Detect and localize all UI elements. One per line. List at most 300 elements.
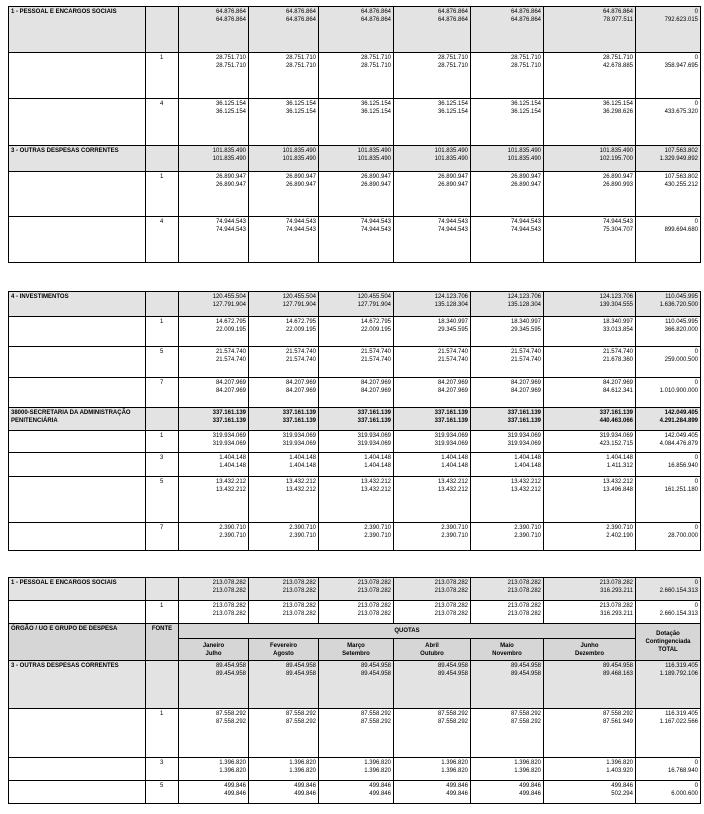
quota-cell <box>544 53 636 99</box>
value-first-half: 2.390.710 <box>606 525 633 531</box>
total-cell <box>636 477 701 523</box>
value-second-half: 2.660.154.313 <box>659 588 698 594</box>
total-cell <box>636 172 701 217</box>
value-first-half: 0 <box>694 219 698 225</box>
value-first-half: 14.672.795 <box>215 319 246 325</box>
value-first-half: 13.432.212 <box>285 479 316 485</box>
value-first-half: 64.876.864 <box>360 9 391 15</box>
quota-cell <box>179 172 249 217</box>
quota-cell <box>471 523 544 551</box>
value-second-half: 213.078.282 <box>212 588 246 594</box>
value-second-half: 28.751.710 <box>215 63 246 69</box>
value-first-half: 21.574.740 <box>360 349 391 355</box>
quota-cell <box>319 477 394 523</box>
quota-cell <box>394 578 471 601</box>
value-first-half: 1.404.148 <box>289 455 316 461</box>
row-label <box>9 347 146 378</box>
fonte-row <box>9 709 701 758</box>
value-first-half: 0 <box>694 380 698 386</box>
quota-cell <box>394 217 471 263</box>
value-second-half: 28.700.000 <box>667 533 698 539</box>
value-first-half: 2.390.710 <box>441 525 468 531</box>
quota-cell <box>544 431 636 453</box>
quota-cell <box>179 317 249 347</box>
value-first-half: 213.078.282 <box>434 580 468 586</box>
fonte-row <box>9 601 701 624</box>
value-second-half: 1.396.820 <box>364 768 391 774</box>
value-second-half: 26.890.947 <box>285 182 316 188</box>
row-label <box>9 378 146 408</box>
value-second-half: 28.751.710 <box>437 63 468 69</box>
value-first-half: 74.944.543 <box>285 219 316 225</box>
value-first-half: 337.161.139 <box>507 410 541 416</box>
value-second-half: 84.612.341 <box>602 388 633 394</box>
header-month <box>179 639 249 661</box>
quota-cell <box>471 431 544 453</box>
fonte-cell: 7 <box>146 523 179 551</box>
value-second-half: 1.189.792.106 <box>659 671 698 677</box>
quota-cell <box>249 477 319 523</box>
fonte-cell: 4 <box>146 99 179 146</box>
value-first-half: 28.751.710 <box>215 55 246 61</box>
value-first-half: 1.396.820 <box>514 760 541 766</box>
value-second-half: 74.944.543 <box>437 227 468 233</box>
value-second-half: 502.294 <box>611 791 633 797</box>
value-first-half: 101.835.490 <box>507 148 541 154</box>
value-first-half: 87.558.292 <box>602 711 633 717</box>
header-month-name: Fevereiro <box>269 642 297 649</box>
quota-cell <box>319 758 394 781</box>
fonte-cell <box>146 146 179 172</box>
value-second-half: 21.678.360 <box>602 357 633 363</box>
value-second-half: 135.128.304 <box>434 302 468 308</box>
value-first-half: 1.396.820 <box>364 760 391 766</box>
value-first-half: 26.890.947 <box>360 174 391 180</box>
header-month <box>319 639 394 661</box>
value-first-half: 120.455.504 <box>357 294 391 300</box>
quota-cell <box>179 477 249 523</box>
value-first-half: 213.078.282 <box>357 580 391 586</box>
value-first-half: 2.390.710 <box>219 525 246 531</box>
value-second-half: 84.207.969 <box>437 388 468 394</box>
quota-cell <box>471 146 544 172</box>
row-label <box>9 477 146 523</box>
value-first-half: 28.751.710 <box>360 55 391 61</box>
value-second-half: 13.432.212 <box>215 487 246 493</box>
value-first-half: 36.125.154 <box>510 101 541 107</box>
value-second-half: 89.454.958 <box>285 671 316 677</box>
value-first-half: 120.455.504 <box>212 294 246 300</box>
value-second-half: 139.304.555 <box>599 302 633 308</box>
value-first-half: 499.846 <box>519 783 541 789</box>
quota-cell <box>319 317 394 347</box>
value-second-half: 26.890.947 <box>360 182 391 188</box>
value-second-half: 319.934.069 <box>282 441 316 447</box>
quota-cell <box>249 292 319 317</box>
fonte-row <box>9 217 701 263</box>
value-first-half: 319.934.069 <box>282 433 316 439</box>
fonte-row <box>9 523 701 551</box>
quota-cell <box>319 378 394 408</box>
value-second-half: 6.000.600 <box>671 791 698 797</box>
value-second-half: 74.944.543 <box>510 227 541 233</box>
value-second-half: 440.463.066 <box>599 418 633 424</box>
value-second-half: 1.404.148 <box>289 463 316 469</box>
value-second-half: 84.207.969 <box>215 388 246 394</box>
value-first-half: 101.835.490 <box>282 148 316 154</box>
value-second-half: 89.454.958 <box>510 671 541 677</box>
quota-cell <box>249 317 319 347</box>
total-cell <box>636 217 701 263</box>
value-second-half: 213.078.282 <box>434 611 468 617</box>
header-fonte: FONTE <box>146 624 179 661</box>
quota-cell <box>179 146 249 172</box>
fonte-row <box>9 378 701 408</box>
value-first-half: 13.432.212 <box>602 479 633 485</box>
value-first-half: 28.751.710 <box>285 55 316 61</box>
value-second-half: 28.751.710 <box>285 63 316 69</box>
value-second-half: 2.390.710 <box>441 533 468 539</box>
quota-cell <box>249 378 319 408</box>
fonte-cell <box>146 661 179 709</box>
header-month-name: Janeiro <box>202 642 225 649</box>
value-first-half: 142.049.405 <box>664 433 698 439</box>
value-first-half: 13.432.212 <box>510 479 541 485</box>
value-first-half: 120.455.504 <box>282 294 316 300</box>
row-label <box>9 317 146 347</box>
quota-cell <box>319 781 394 804</box>
row-label: 4 - INVESTIMENTOS <box>9 292 146 317</box>
value-first-half: 84.207.969 <box>602 380 633 386</box>
value-second-half: 213.078.282 <box>507 588 541 594</box>
quota-cell <box>319 431 394 453</box>
fonte-cell: 3 <box>146 453 179 477</box>
value-second-half: 87.558.292 <box>215 719 246 725</box>
value-second-half: 337.161.139 <box>282 418 316 424</box>
value-first-half: 107.563.802 <box>664 148 698 154</box>
value-first-half: 26.890.947 <box>602 174 633 180</box>
value-second-half: 16.768.940 <box>667 768 698 774</box>
fonte-cell: 1 <box>146 709 179 758</box>
value-second-half: 1.636.720.500 <box>659 302 698 308</box>
total-cell <box>636 661 701 709</box>
value-second-half: 74.944.543 <box>285 227 316 233</box>
value-first-half: 18.340.997 <box>510 319 541 325</box>
quota-cell <box>249 408 319 431</box>
group-row <box>9 661 701 709</box>
value-first-half: 2.390.710 <box>364 525 391 531</box>
value-second-half: 84.207.969 <box>360 388 391 394</box>
row-label: 1 - PESSOAL E ENCARGOS SOCIAIS <box>9 578 146 601</box>
fonte-cell <box>146 408 179 431</box>
quota-cell <box>471 53 544 99</box>
value-second-half: 1.411.312 <box>606 463 633 469</box>
value-first-half: 28.751.710 <box>437 55 468 61</box>
value-first-half: 116.319.405 <box>665 711 698 717</box>
header-month <box>394 639 471 661</box>
value-second-half: 316.293.211 <box>600 588 633 594</box>
value-first-half: 1.396.820 <box>606 760 633 766</box>
total-cell <box>636 146 701 172</box>
quota-cell <box>319 408 394 431</box>
value-second-half: 2.390.710 <box>219 533 246 539</box>
header-orgao: ÓRGÃO / UO E GRUPO DE DESPESA <box>9 624 146 661</box>
value-second-half: 101.835.490 <box>507 156 541 162</box>
value-second-half: 89.454.958 <box>215 671 246 677</box>
quota-cell <box>179 217 249 263</box>
value-second-half: 213.078.282 <box>357 588 391 594</box>
quota-cell <box>249 431 319 453</box>
quota-cell <box>544 453 636 477</box>
value-second-half: 64.876.864 <box>360 17 391 23</box>
quota-table-3 <box>8 577 701 804</box>
row-label <box>9 758 146 781</box>
header-total-line: TOTAL <box>658 647 678 653</box>
quota-cell <box>319 7 394 53</box>
fonte-cell: 4 <box>146 217 179 263</box>
quota-cell <box>394 99 471 146</box>
quota-cell <box>394 378 471 408</box>
header-month-name: Julho <box>205 650 222 657</box>
value-first-half: 36.125.154 <box>360 101 391 107</box>
value-second-half: 899.694.680 <box>664 227 698 233</box>
quota-cell <box>471 378 544 408</box>
quota-cell <box>179 292 249 317</box>
value-second-half: 21.574.740 <box>437 357 468 363</box>
quota-cell <box>179 431 249 453</box>
quota-cell <box>249 578 319 601</box>
value-first-half: 142.049.405 <box>664 410 698 416</box>
value-second-half: 792.623.015 <box>664 17 698 23</box>
quota-cell <box>394 292 471 317</box>
total-cell <box>636 53 701 99</box>
quota-cell <box>249 709 319 758</box>
value-first-half: 110.045.995 <box>665 294 698 300</box>
row-label: 38000-SECRETARIA DA ADMINISTRAÇÃO PENITENCIÁRIA <box>9 408 146 431</box>
value-second-half: 1.167.022.566 <box>659 719 698 725</box>
quota-cell <box>471 217 544 263</box>
value-second-half: 2.390.710 <box>364 533 391 539</box>
total-cell <box>636 709 701 758</box>
value-first-half: 74.944.543 <box>510 219 541 225</box>
fonte-cell: 1 <box>146 172 179 217</box>
total-cell <box>636 431 701 453</box>
quota-cell <box>319 601 394 624</box>
value-first-half: 107.563.802 <box>664 174 698 180</box>
total-cell <box>636 99 701 146</box>
quota-cell <box>179 601 249 624</box>
header-month-name: Novembro <box>492 650 522 657</box>
value-second-half: 1.404.148 <box>364 463 391 469</box>
row-label <box>9 53 146 99</box>
quota-cell <box>544 523 636 551</box>
value-second-half: 42.678.885 <box>602 63 633 69</box>
quota-cell <box>249 172 319 217</box>
value-first-half: 213.078.282 <box>212 603 246 609</box>
value-first-half: 74.944.543 <box>437 219 468 225</box>
value-first-half: 337.161.139 <box>212 410 246 416</box>
value-second-half: 499.846 <box>519 791 541 797</box>
value-first-half: 87.558.292 <box>360 711 391 717</box>
total-cell <box>636 378 701 408</box>
quota-cell <box>471 408 544 431</box>
group-row <box>9 578 701 601</box>
value-second-half: 36.125.154 <box>285 109 316 115</box>
total-cell <box>636 292 701 317</box>
quota-cell <box>471 578 544 601</box>
quota-cell <box>471 317 544 347</box>
quota-cell <box>249 217 319 263</box>
quota-cell <box>319 709 394 758</box>
value-second-half: 22.009.195 <box>285 327 316 333</box>
value-second-half: 64.876.864 <box>215 17 246 23</box>
quota-cell <box>249 661 319 709</box>
quota-cell <box>471 477 544 523</box>
value-first-half: 21.574.740 <box>602 349 633 355</box>
value-second-half: 36.298.626 <box>602 109 633 115</box>
quota-cell <box>179 661 249 709</box>
value-second-half: 87.558.292 <box>360 719 391 725</box>
value-first-half: 1.404.148 <box>441 455 468 461</box>
fonte-cell: 5 <box>146 477 179 523</box>
quota-cell <box>179 578 249 601</box>
value-second-half: 29.345.595 <box>437 327 468 333</box>
value-first-half: 124.123.706 <box>434 294 468 300</box>
value-first-half: 110.045.995 <box>665 319 698 325</box>
value-second-half: 36.125.154 <box>510 109 541 115</box>
quota-cell <box>394 758 471 781</box>
total-cell <box>636 317 701 347</box>
value-first-half: 84.207.969 <box>437 380 468 386</box>
value-second-half: 36.125.154 <box>215 109 246 115</box>
row-label <box>9 172 146 217</box>
fonte-row <box>9 431 701 453</box>
value-first-half: 213.078.282 <box>599 580 633 586</box>
value-first-half: 1.404.148 <box>219 455 246 461</box>
value-first-half: 1.396.820 <box>219 760 246 766</box>
value-first-half: 64.876.864 <box>510 9 541 15</box>
quota-cell <box>394 477 471 523</box>
value-second-half: 21.574.740 <box>285 357 316 363</box>
quota-cell <box>544 661 636 709</box>
quota-cell <box>471 347 544 378</box>
value-second-half: 64.876.864 <box>510 17 541 23</box>
value-first-half: 0 <box>694 55 698 61</box>
value-second-half: 366.820.000 <box>664 327 698 333</box>
quota-cell <box>544 217 636 263</box>
quota-cell <box>394 172 471 217</box>
value-second-half: 1.010.900.000 <box>659 388 698 394</box>
value-first-half: 87.558.292 <box>215 711 246 717</box>
value-second-half: 499.846 <box>446 791 468 797</box>
value-first-half: 213.078.282 <box>282 603 316 609</box>
quota-cell <box>249 99 319 146</box>
quota-cell <box>394 7 471 53</box>
value-first-half: 87.558.292 <box>285 711 316 717</box>
value-first-half: 64.876.864 <box>215 9 246 15</box>
fonte-cell <box>146 292 179 317</box>
value-second-half: 213.078.282 <box>507 611 541 617</box>
value-first-half: 87.558.292 <box>510 711 541 717</box>
quota-cell <box>544 758 636 781</box>
value-first-half: 74.944.543 <box>215 219 246 225</box>
value-second-half: 36.125.154 <box>360 109 391 115</box>
value-first-half: 87.558.292 <box>437 711 468 717</box>
quota-cell <box>249 523 319 551</box>
value-first-half: 2.390.710 <box>514 525 541 531</box>
value-first-half: 337.161.139 <box>357 410 391 416</box>
value-first-half: 0 <box>694 349 698 355</box>
value-second-half: 87.558.292 <box>285 719 316 725</box>
quota-cell <box>394 431 471 453</box>
value-first-half: 101.835.490 <box>357 148 391 154</box>
value-second-half: 28.751.710 <box>360 63 391 69</box>
value-first-half: 0 <box>694 479 698 485</box>
value-second-half: 13.432.212 <box>360 487 391 493</box>
value-second-half: 319.934.069 <box>357 441 391 447</box>
value-first-half: 213.078.282 <box>282 580 316 586</box>
value-second-half: 319.934.069 <box>507 441 541 447</box>
quota-cell <box>319 523 394 551</box>
header-total-line: Contingenciada <box>645 639 691 645</box>
value-second-half: 430.255.212 <box>664 182 698 188</box>
total-cell <box>636 781 701 804</box>
quota-cell <box>394 408 471 431</box>
value-second-half: 316.293.211 <box>600 611 633 617</box>
value-second-half: 78.977.511 <box>603 17 633 23</box>
value-second-half: 337.161.139 <box>212 418 246 424</box>
value-first-half: 84.207.969 <box>215 380 246 386</box>
value-second-half: 358.947.695 <box>664 63 698 69</box>
header-month-name: Dezembro <box>574 650 604 657</box>
value-first-half: 0 <box>694 525 698 531</box>
total-cell <box>636 347 701 378</box>
value-second-half: 74.944.543 <box>360 227 391 233</box>
value-first-half: 18.340.997 <box>602 319 633 325</box>
quota-cell <box>319 217 394 263</box>
value-first-half: 124.123.706 <box>599 294 633 300</box>
fonte-cell: 3 <box>146 758 179 781</box>
value-first-half: 21.574.740 <box>437 349 468 355</box>
quota-cell <box>319 292 394 317</box>
quota-cell <box>179 781 249 804</box>
row-label <box>9 601 146 624</box>
value-second-half: 89.454.958 <box>437 671 468 677</box>
header-month <box>249 639 319 661</box>
value-second-half: 423.152.715 <box>599 441 633 447</box>
value-second-half: 101.835.490 <box>357 156 391 162</box>
value-second-half: 36.125.154 <box>437 109 468 115</box>
quota-cell <box>179 523 249 551</box>
quota-cell <box>179 7 249 53</box>
value-first-half: 319.934.069 <box>507 433 541 439</box>
value-second-half: 1.396.820 <box>514 768 541 774</box>
value-first-half: 101.835.490 <box>434 148 468 154</box>
quota-cell <box>471 709 544 758</box>
value-first-half: 36.125.154 <box>437 101 468 107</box>
value-second-half: 22.009.195 <box>360 327 391 333</box>
value-first-half: 21.574.740 <box>285 349 316 355</box>
value-second-half: 21.574.740 <box>360 357 391 363</box>
value-second-half: 319.934.069 <box>434 441 468 447</box>
fonte-cell: 5 <box>146 347 179 378</box>
quota-cell <box>249 53 319 99</box>
value-first-half: 1.396.820 <box>289 760 316 766</box>
value-first-half: 13.432.212 <box>360 479 391 485</box>
header-total-line: Dotação <box>656 631 680 637</box>
value-second-half: 135.128.304 <box>507 302 541 308</box>
value-first-half: 0 <box>694 9 698 15</box>
